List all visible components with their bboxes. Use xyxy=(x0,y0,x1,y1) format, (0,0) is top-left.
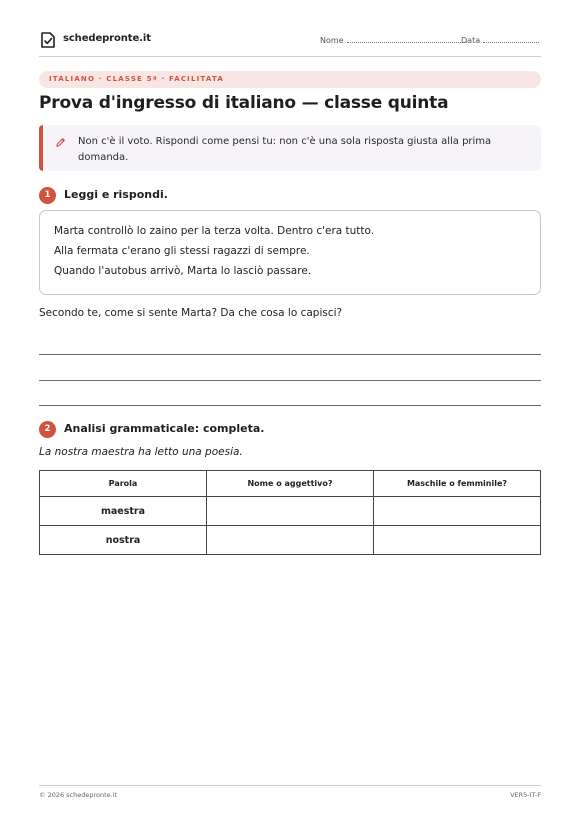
answer-line[interactable] xyxy=(39,380,541,381)
section-1-title: Leggi e rispondi. xyxy=(64,188,168,201)
note-text: Non c'è il voto. Rispondi come pensi tu: non c'è una sola risposta giusta alla prima domanda. xyxy=(78,136,492,163)
header-divider xyxy=(39,56,541,57)
name-field[interactable] xyxy=(320,35,467,45)
table-row xyxy=(40,497,541,526)
worksheet-page xyxy=(39,0,541,819)
pencil-icon xyxy=(55,137,66,148)
name-label: Nome xyxy=(320,36,344,45)
answer-cell[interactable] xyxy=(207,497,374,526)
passage-line: Alla fermata c'erano gli stessi ragazzi di sempre. xyxy=(54,245,310,257)
answer-cell[interactable] xyxy=(207,526,374,555)
answer-line[interactable] xyxy=(39,354,541,355)
date-field[interactable] xyxy=(461,35,539,45)
date-label: Data xyxy=(461,36,481,45)
subject-band xyxy=(39,71,541,88)
section-1-number: 1 xyxy=(39,187,56,204)
instruction-note xyxy=(39,125,541,171)
passage-line: Marta controllò lo zaino per la terza volta. Dentro c'era tutto. xyxy=(54,225,375,237)
section-2-number: 2 xyxy=(39,421,56,438)
column-header: Nome o aggettivo? xyxy=(207,471,374,497)
column-header: Parola xyxy=(40,471,207,497)
answer-cell[interactable] xyxy=(374,497,541,526)
brand-name: schedepronte.it xyxy=(63,33,151,44)
answer-line[interactable] xyxy=(39,405,541,406)
answer-cell[interactable] xyxy=(374,526,541,555)
checked-document-icon xyxy=(39,31,57,49)
table-row xyxy=(40,526,541,555)
word-cell: maestra xyxy=(40,497,207,526)
subject-band-label: ITALIANO · CLASSE 5ª · FACILITATA xyxy=(49,75,224,83)
passage-line: Quando l'autobus arrivò, Marta lo lasciò passare. xyxy=(54,265,312,277)
name-dotted-line xyxy=(347,35,467,43)
grammar-table xyxy=(39,470,541,555)
column-header: Maschile o femminile? xyxy=(374,471,541,497)
page-title: Prova d'ingresso di italiano — classe quinta xyxy=(39,93,449,113)
analysis-sentence: La nostra maestra ha letto una poesia. xyxy=(39,446,243,458)
date-dotted-line xyxy=(483,35,539,43)
section-1-question: Secondo te, come si sente Marta? Da che cosa lo capisci? xyxy=(39,307,343,319)
page-header xyxy=(39,30,541,52)
footer-divider xyxy=(39,785,541,786)
word-cell: nostra xyxy=(40,526,207,555)
table-header-row xyxy=(40,471,541,497)
footer-copyright: © 2026 schedepronte.it xyxy=(39,791,118,799)
reading-passage xyxy=(39,210,541,295)
footer-code: VER5-IT-F xyxy=(510,791,541,799)
section-2-title: Analisi grammaticale: completa. xyxy=(64,422,265,435)
